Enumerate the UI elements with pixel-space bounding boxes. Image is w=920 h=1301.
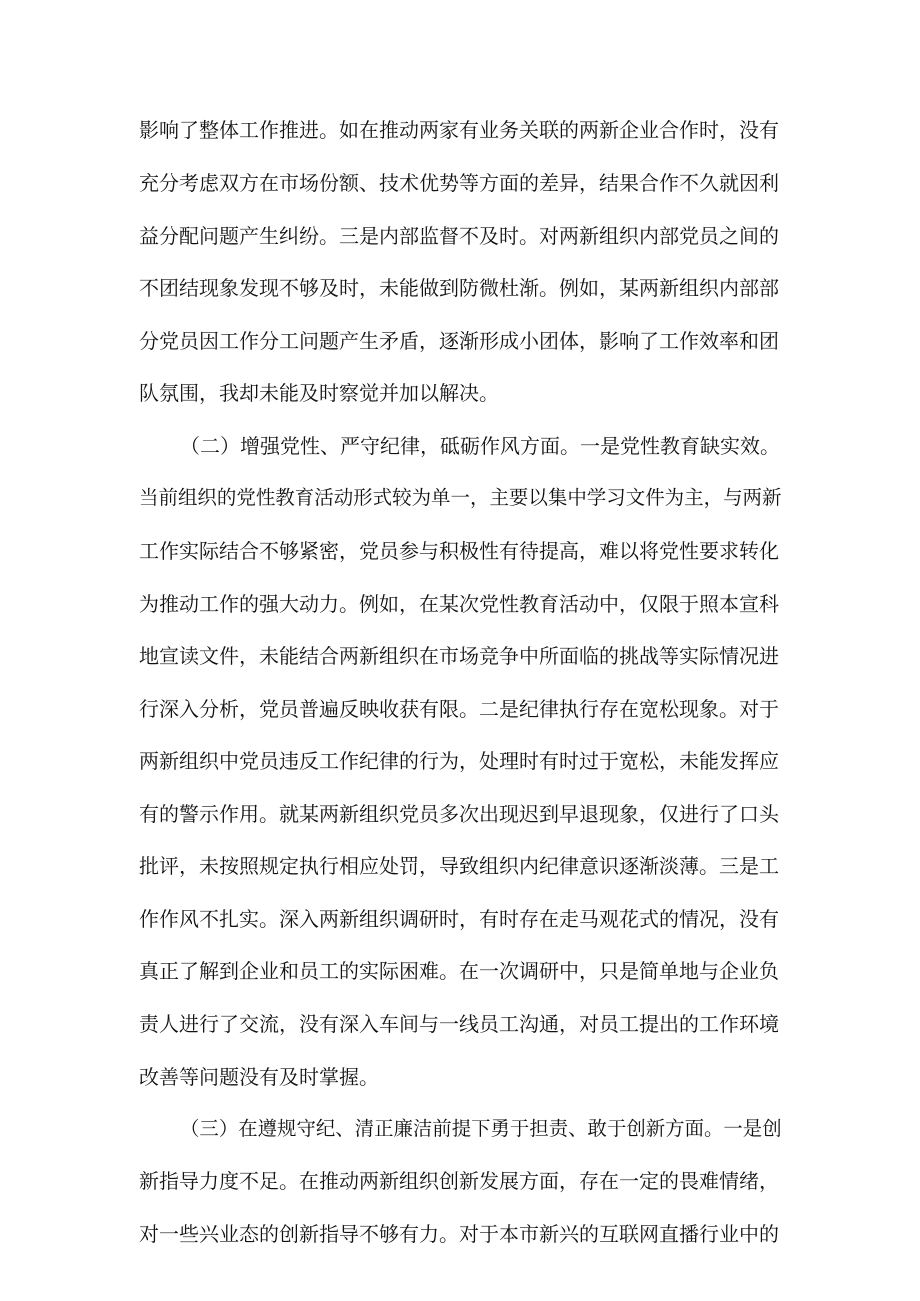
text-line: 队氛围，我却未能及时察觉并加以解决。 — [139, 381, 499, 405]
text-line: 影响了整体工作推进。如在推动两家有业务关联的两新企业合作时，没有 — [139, 118, 779, 142]
text-line: 改善等问题没有及时掌握。 — [139, 1065, 379, 1089]
paragraph-heading-2: （二）增强党性、严守纪律，砥砺作风方面。一是党性教育缺实效。 — [180, 434, 780, 458]
text-line: 地宣读文件，未能结合两新组织在市场竞争中所面临的挑战等实际情况进 — [139, 644, 779, 668]
text-line: 当前组织的党性教育活动形式较为单一，主要以集中学习文件为主，与两新 — [139, 486, 782, 509]
text-line: 责人进行了交流，没有深入车间与一线员工沟通，对员工提出的工作环境 — [139, 1012, 779, 1036]
text-line: 分党员因工作分工问题产生矛盾，逐渐形成小团体，影响了工作效率和团 — [139, 329, 779, 353]
text-line: 工作实际结合不够紧密，党员参与积极性有待提高，难以将党性要求转化 — [139, 539, 779, 563]
text-line: 新指导力度不足。在推动两新组织创新发展方面，存在一定的畏难情绪， — [139, 1169, 779, 1193]
text-line: 批评，未按照规定执行相应处罚，导致组织内纪律意识逐渐淡薄。三是工 — [139, 854, 779, 878]
text-line: 两新组织中党员违反工作纪律的行为，处理时有时过于宽松，未能发挥应 — [139, 749, 779, 773]
paragraph-heading-3: （三）在遵规守纪、清正廉洁前提下勇于担责、敢于创新方面。一是创 — [180, 1117, 782, 1140]
text-line: 有的警示作用。就某两新组织党员多次出现迟到早退现象，仅进行了口头 — [139, 802, 779, 826]
text-line: 充分考虑双方在市场份额、技术优势等方面的差异，结果合作不久就因利 — [139, 171, 779, 195]
text-line: 真正了解到企业和员工的实际困难。在一次调研中，只是简单地与企业负 — [139, 959, 779, 983]
text-line: 为推动工作的强大动力。例如，在某次党性教育活动中，仅限于照本宣科 — [139, 592, 779, 616]
text-line: 作作风不扎实。深入两新组织调研时，有时存在走马观花式的情况，没有 — [139, 907, 779, 931]
text-line: 对一些兴业态的创新指导不够有力。对于本市新兴的互联网直播行业中的 — [139, 1222, 779, 1246]
text-line: 益分配问题产生纠纷。三是内部监督不及时。对两新组织内部党员之间的 — [139, 224, 779, 248]
text-line: 不团结现象发现不够及时，未能做到防微杜渐。例如，某两新组织内部部 — [139, 276, 779, 300]
text-line: 行深入分析，党员普遍反映收获有限。二是纪律执行存在宽松现象。对于 — [139, 697, 779, 721]
